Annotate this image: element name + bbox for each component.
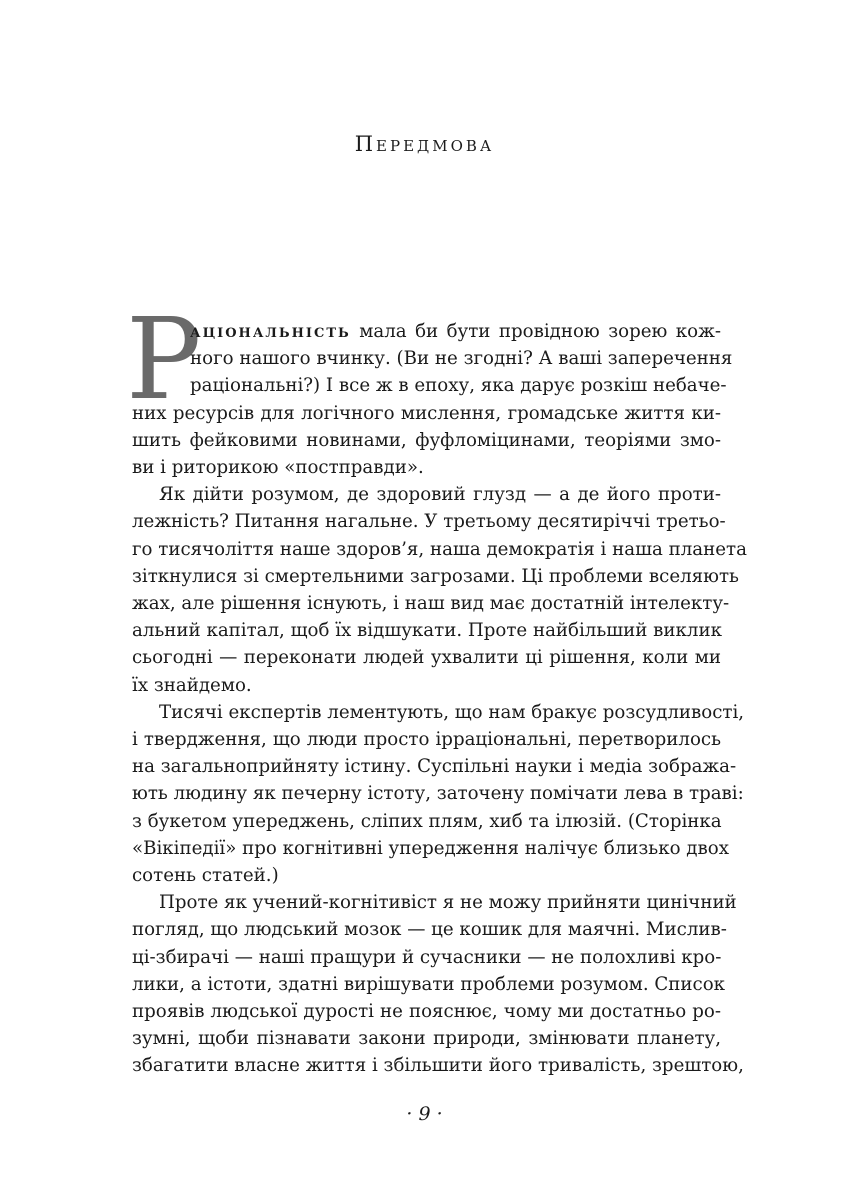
text-line: зумні, щоби пізнавати закони природи, змінювати планету, <box>132 1028 721 1050</box>
text-line: го тисячоліття наше здоров’я, наша демократія і наша планета <box>132 538 747 560</box>
text-line: шить фейковими новинами, фуфломіцинами, теоріями змо- <box>132 429 721 451</box>
text-line: збагатити власне життя і збільшити його тривалість, зрештою, <box>132 1055 744 1077</box>
text-line: проявів людської дурості не пояснює, чому ми достатньо ро- <box>132 1001 721 1022</box>
text-line: погляд, що людський мозок — це кошик для маячні. Мислив- <box>132 919 727 941</box>
text-line: раціональні?) І все ж в епоху, яка дарує розкіш небаче- <box>190 375 727 397</box>
text-line: ють людину як печерну істоту, заточену помічати лева в траві: <box>132 783 744 805</box>
text-line: ці-збирачі — наші пращури й сучасники — не полохливі кро- <box>132 946 722 968</box>
text-line: з букетом упереджень, сліпих плям, хиб та ілюзій. (Сторінка <box>132 810 722 832</box>
text-line: «Вікіпедії» про когнітивні упередження налічує близько двох <box>132 837 729 859</box>
text-line: і твердження, що люди просто ірраціональні, перетворилось <box>132 729 721 750</box>
text-line: Як дійти розумом, де здоровий глузд — а де його проти- <box>159 484 721 506</box>
text-line: Проте як учений-когнітивіст я не можу прийняти цинічний <box>159 892 737 914</box>
drop-cap: Р <box>126 295 202 425</box>
text-line: альний капітал, щоб їх відшукати. Проте найбільший виклик <box>132 620 722 642</box>
text-line: ви і риторикою «постправди». <box>132 457 424 478</box>
text-line: зіткнулися зі смертельними загрозами. Ці проблеми вселяють <box>132 565 739 587</box>
text-line: них ресурсів для логічного мислення, громадське життя ки- <box>132 402 721 424</box>
text-line: лежність? Питання нагальне. У третьому десятиріччі третьо- <box>132 511 726 533</box>
text-line: лики, а істоти, здатні вирішувати проблеми розумом. Список <box>132 973 726 995</box>
text-line: на загальноприйняту істину. Суспільні науки і медіа зобража- <box>132 756 737 778</box>
lead-word: аціональність <box>190 321 351 342</box>
chapter-title: Передмова <box>354 132 495 156</box>
text-line: сьогодні — переконати людей ухвалити ці рішення, коли ми <box>132 647 721 669</box>
text-line: жах, але рішення існують, і наш вид має достатній інтелекту- <box>132 593 730 614</box>
text-line: Тисячі експертів лементують, що нам бракує розсудливості, <box>159 701 745 723</box>
text-line: сотень статей.) <box>132 865 279 886</box>
text-line: їх знайдемо. <box>132 674 252 696</box>
text-line: аціональність мала би бути провідною зорею кож- <box>190 321 721 342</box>
page-number: · 9 · <box>406 1102 443 1125</box>
text-line: ного нашого вчинку. (Ви не згодні? А ваші заперечення <box>190 348 733 370</box>
